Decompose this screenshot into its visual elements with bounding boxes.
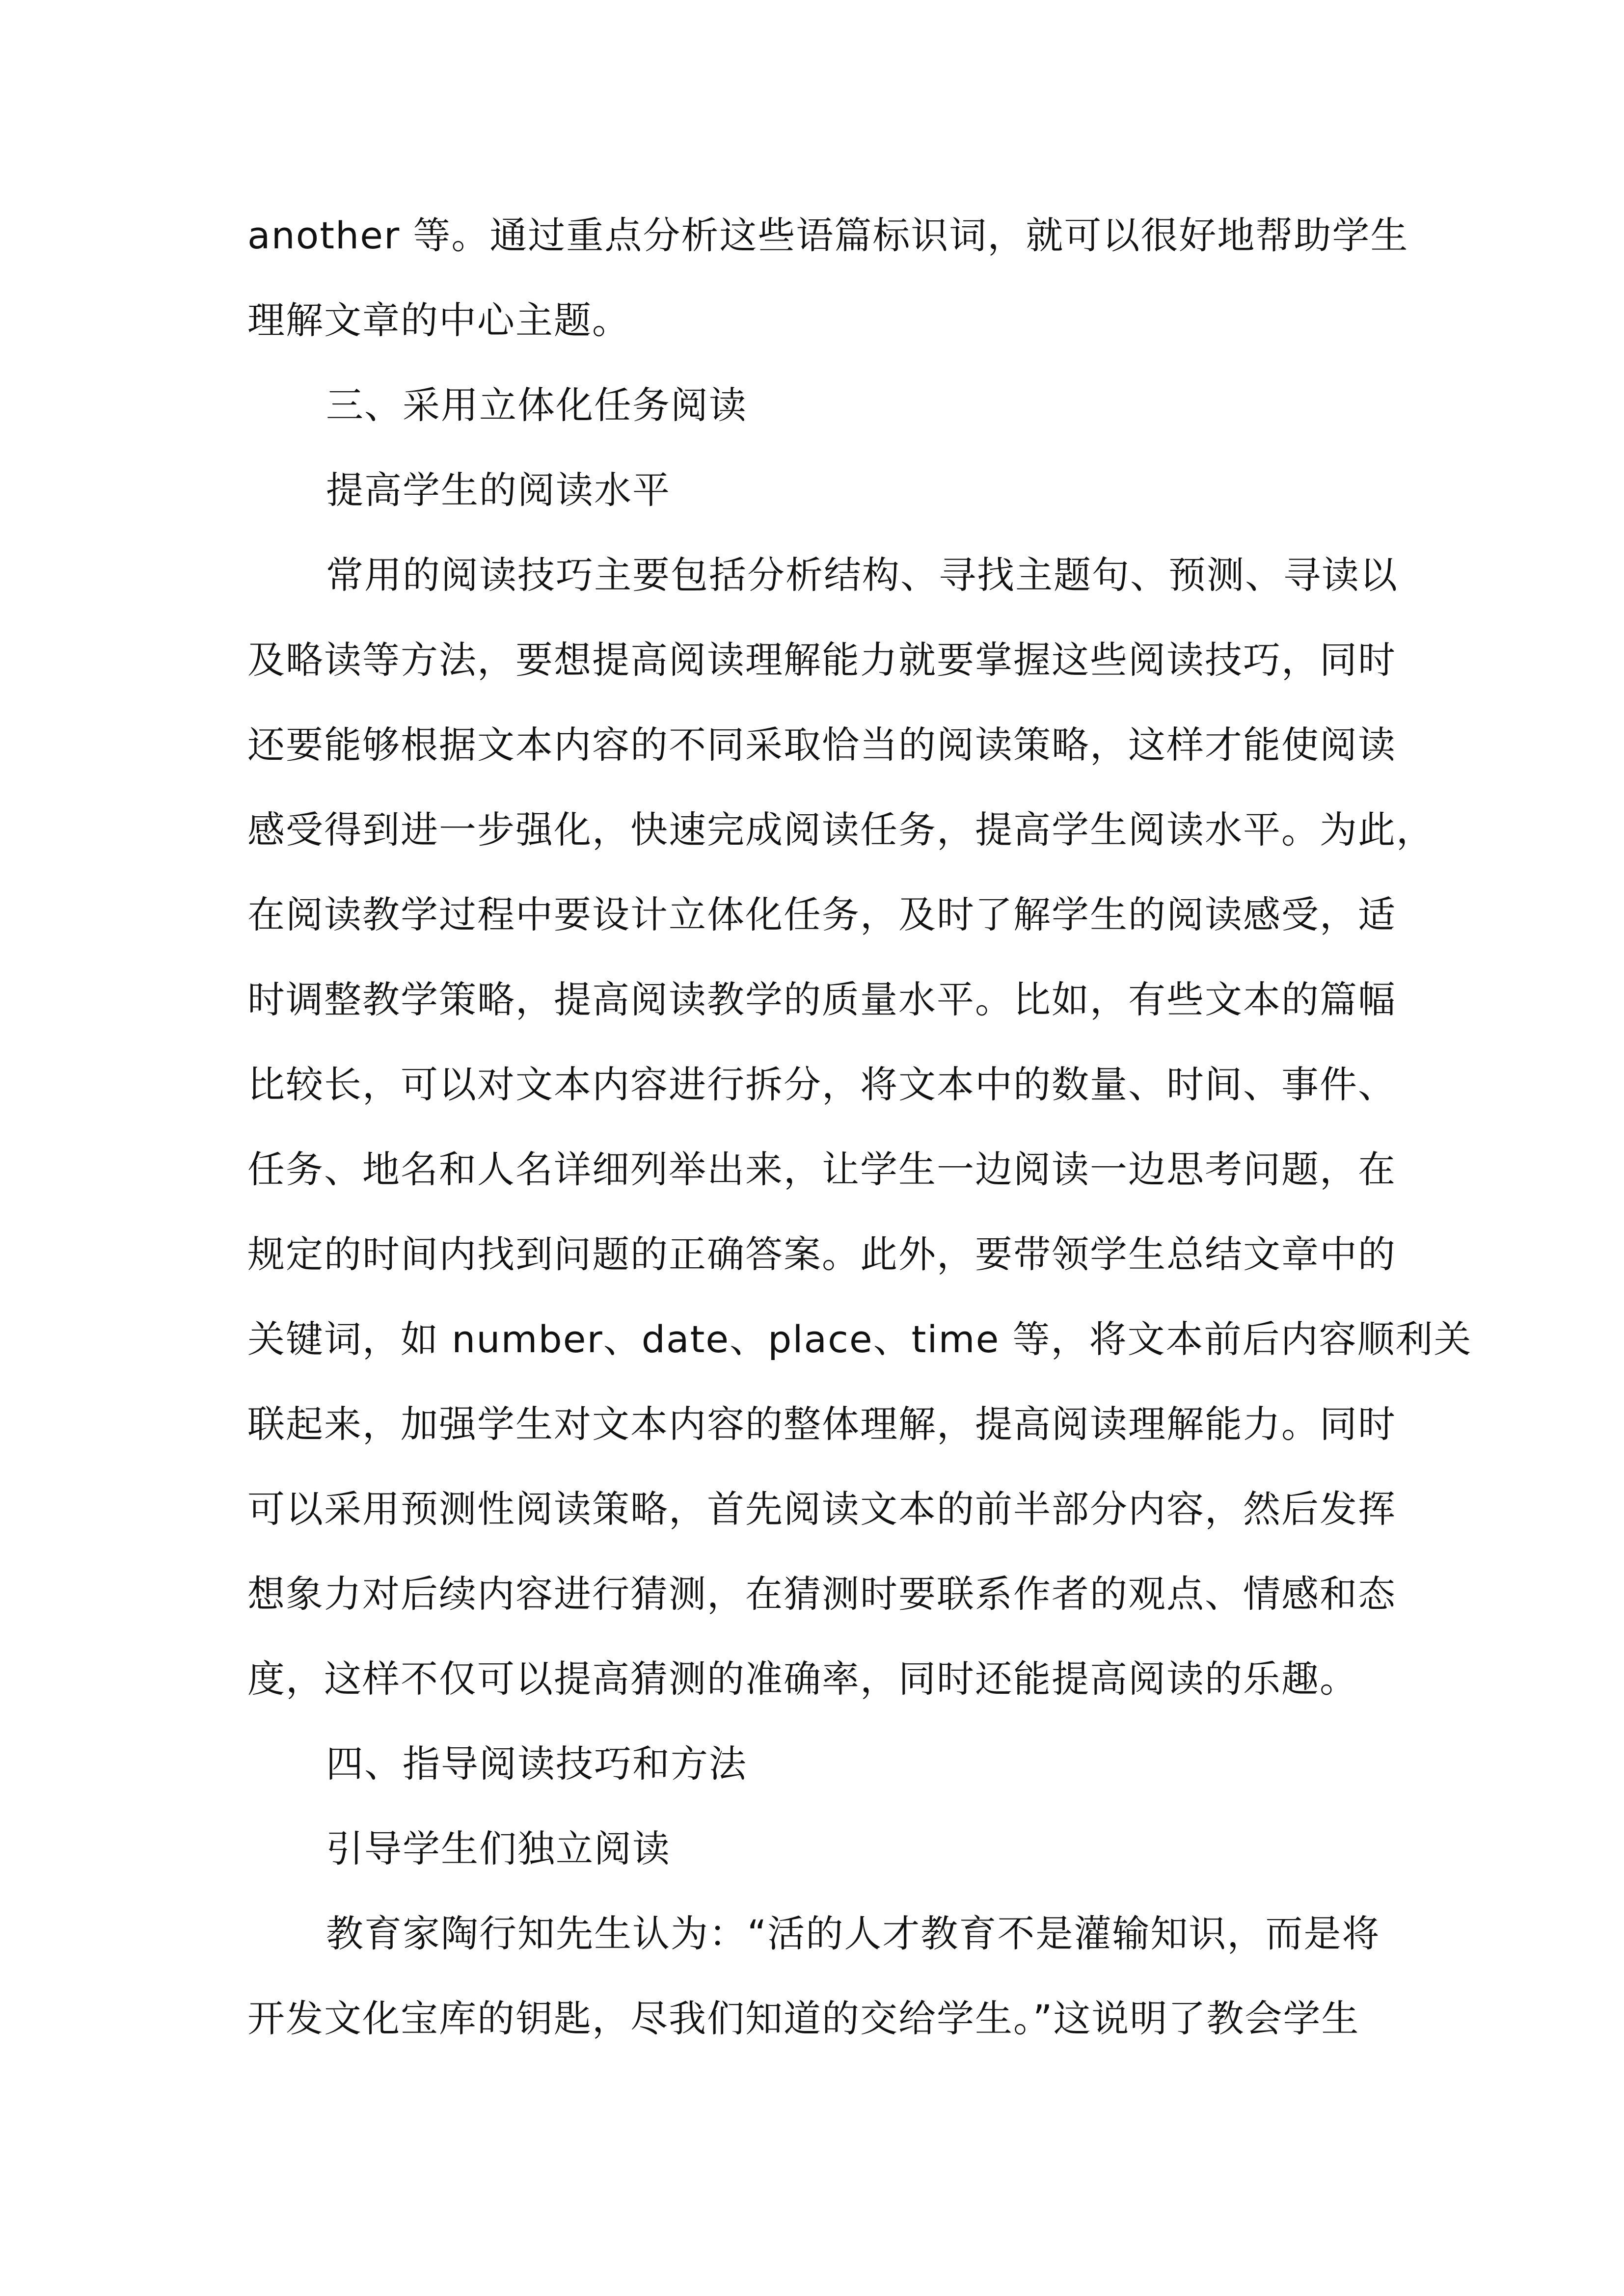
text-line: 及略读等方法，要想提高阅读理解能力就要掌握这些阅读技巧，同时 <box>247 638 1396 682</box>
text-line: 规定的时间内找到问题的正确答案。此外，要带领学生总结文章中的 <box>247 1232 1396 1276</box>
text-line: another 等。通过重点分析这些语篇标识词，就可以很好地帮助学生 <box>247 214 1409 257</box>
section-heading: 四、指导阅读技巧和方法 <box>326 1742 747 1786</box>
text-line: 关键词，如 number、date、place、time 等，将文本前后内容顺利关 <box>247 1317 1472 1361</box>
section-subheading: 提高学生的阅读水平 <box>326 468 671 512</box>
text-line: 教育家陶行知先生认为：“活的人才教育不是灌输知识，而是将 <box>326 1912 1380 1955</box>
text-line: 在阅读教学过程中要设计立体化任务，及时了解学生的阅读感受，适 <box>247 893 1396 936</box>
text-line: 可以采用预测性阅读策略，首先阅读文本的前半部分内容，然后发挥 <box>247 1487 1396 1531</box>
text-line: 开发文化宝库的钥匙，尽我们知道的交给学生。”这说明了教会学生 <box>247 1997 1360 2040</box>
section-subheading: 引导学生们独立阅读 <box>326 1827 671 1870</box>
text-line: 想象力对后续内容进行猜测，在猜测时要联系作者的观点、情感和态 <box>247 1572 1396 1616</box>
text-line: 任务、地名和人名详细列举出来，让学生一边阅读一边思考问题，在 <box>247 1148 1396 1191</box>
text-line: 还要能够根据文本内容的不同采取恰当的阅读策略，这样才能使阅读 <box>247 723 1396 767</box>
text-line: 联起来，加强学生对文本内容的整体理解，提高阅读理解能力。同时 <box>247 1402 1396 1446</box>
text-line: 比较长，可以对文本内容进行拆分，将文本中的数量、时间、事件、 <box>247 1063 1396 1106</box>
text-line: 常用的阅读技巧主要包括分析结构、寻找主题句、预测、寻读以 <box>326 553 1398 597</box>
section-heading: 三、采用立体化任务阅读 <box>326 383 747 427</box>
text-line: 理解文章的中心主题。 <box>247 298 630 342</box>
text-line: 感受得到进一步强化，快速完成阅读任务，提高学生阅读水平。为此， <box>247 808 1435 852</box>
text-line: 时调整教学策略，提高阅读教学的质量水平。比如，有些文本的篇幅 <box>247 978 1396 1021</box>
text-line: 度，这样不仅可以提高猜测的准确率，同时还能提高阅读的乐趣。 <box>247 1657 1358 1701</box>
